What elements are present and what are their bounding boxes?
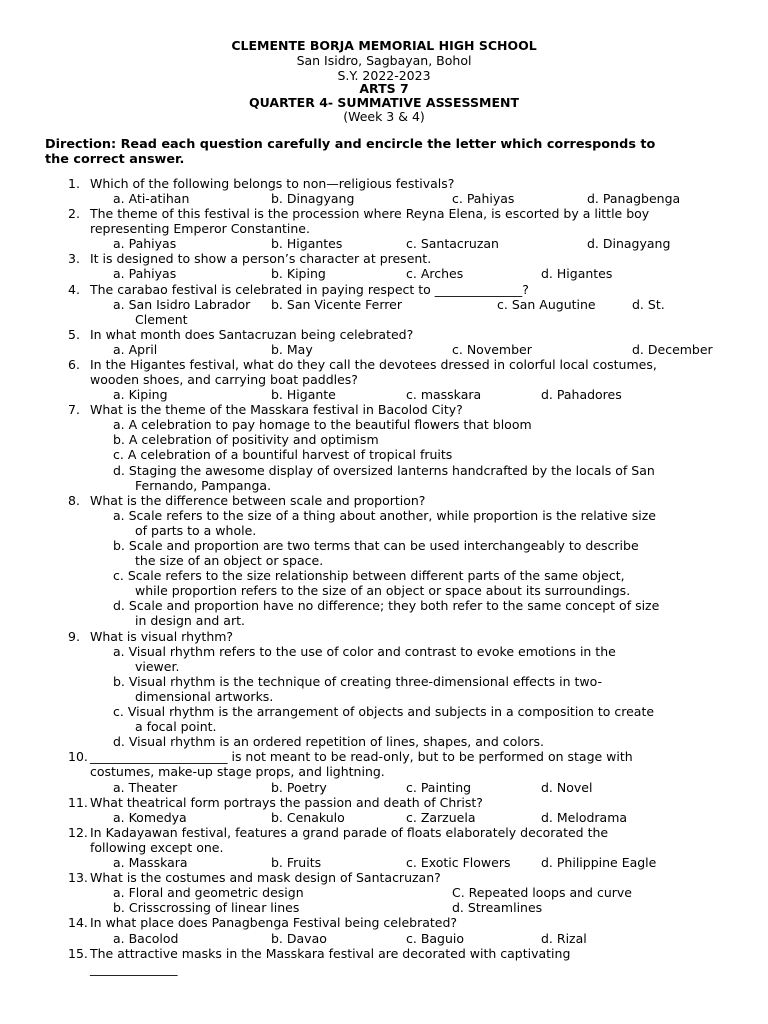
direction-line-1: Direction: Read each question carefully and encircle the letter which corresponds to: [45, 137, 656, 152]
question-11-text: What theatrical form portrays the passion and death of Christ?: [90, 795, 483, 810]
q4-option-d: d. St.: [632, 297, 665, 312]
q9-option-a-continued: viewer.: [135, 659, 180, 674]
question-number: 8.: [68, 493, 80, 508]
q7-option-d-continued: Fernando, Pampanga.: [135, 478, 272, 493]
q7-option-d: d. Staging the awesome display of oversized lanterns handcrafted by the locals of San: [113, 463, 655, 478]
question-4-text: The carabao festival is celebrated in paying respect to ______________?: [90, 282, 529, 297]
q10-option-b: b. Poetry: [271, 780, 327, 795]
q7-option-b: b. A celebration of positivity and optimism: [113, 432, 379, 447]
q2-option-c: c. Santacruzan: [406, 236, 499, 251]
q3-option-d: d. Higantes: [541, 266, 613, 281]
q2-option-a: a. Pahiyas: [113, 236, 177, 251]
q9-option-c: c. Visual rhythm is the arrangement of objects and subjects in a composition to create: [113, 704, 655, 719]
q13-option-b: b. Crisscrossing of linear lines: [113, 900, 300, 915]
question-number: 11.: [68, 795, 88, 810]
question-15-blank: ______________: [90, 961, 178, 976]
q8-option-d: d. Scale and proportion have no difference; they both refer to the same concept of size: [113, 598, 660, 613]
q5-option-c: c. November: [452, 342, 532, 357]
question-8-text: What is the difference between scale and proportion?: [90, 493, 426, 508]
question-number: 13.: [68, 870, 88, 885]
question-number: 10.: [68, 749, 88, 764]
q1-option-d: d. Panagbenga: [587, 191, 681, 206]
question-15-line-1: The attractive masks in the Masskara festival are decorated with captivating: [90, 946, 571, 961]
q7-option-a: a. A celebration to pay homage to the beautiful flowers that bloom: [113, 417, 532, 432]
school-address: San Isidro, Sagbayan, Bohol: [296, 53, 472, 68]
q11-option-b: b. Cenakulo: [271, 810, 345, 825]
q5-option-b: b. May: [271, 342, 313, 357]
q9-option-b-continued: dimensional artworks.: [135, 689, 274, 704]
question-number: 6.: [68, 357, 80, 372]
question-10-line-2: costumes, make-up stage props, and lightning.: [90, 764, 385, 779]
q9-option-a: a. Visual rhythm refers to the use of color and contrast to evoke emotions in the: [113, 644, 616, 659]
subject-title: ARTS 7: [359, 81, 409, 96]
q8-option-b-continued: the size of an object or space.: [135, 553, 324, 568]
q6-option-b: b. Higante: [271, 387, 336, 402]
q8-option-a-continued: of parts to a whole.: [135, 523, 257, 538]
question-number: 12.: [68, 825, 88, 840]
q12-option-b: b. Fruits: [271, 855, 322, 870]
week-label: (Week 3 & 4): [343, 109, 425, 124]
q4-option-a-continued: Clement: [135, 312, 188, 327]
question-number: 3.: [68, 251, 80, 266]
q13-option-c: C. Repeated loops and curve: [452, 885, 632, 900]
q2-option-d: d. Dinagyang: [587, 236, 671, 251]
q14-option-c: c. Baguio: [406, 931, 465, 946]
question-number: 15.: [68, 946, 88, 961]
question-number: 7.: [68, 402, 80, 417]
school-name: CLEMENTE BORJA MEMORIAL HIGH SCHOOL: [231, 38, 537, 53]
question-1-text: Which of the following belongs to non—religious festivals?: [90, 176, 455, 191]
question-9-text: What is visual rhythm?: [90, 629, 234, 644]
q6-option-c: c. masskara: [406, 387, 482, 402]
question-13-text: What is the costumes and mask design of Santacruzan?: [90, 870, 441, 885]
question-7-text: What is the theme of the Masskara festival in Bacolod City?: [90, 402, 463, 417]
q13-option-a: a. Floral and geometric design: [113, 885, 304, 900]
q11-option-c: c. Zarzuela: [406, 810, 476, 825]
q4-option-c: c. San Augutine: [497, 297, 596, 312]
question-number: 4.: [68, 282, 80, 297]
q9-option-b: b. Visual rhythm is the technique of creating three-dimensional effects in two-: [113, 674, 603, 689]
question-number: 2.: [68, 206, 80, 221]
q8-option-b: b. Scale and proportion are two terms that can be used interchangeably to describe: [113, 538, 639, 553]
q7-option-c: c. A celebration of a bountiful harvest of tropical fruits: [113, 447, 453, 462]
q3-option-c: c. Arches: [406, 266, 464, 281]
question-5-text: In what month does Santacruzan being celebrated?: [90, 327, 414, 342]
q6-option-d: d. Pahadores: [541, 387, 622, 402]
question-6-line-1: In the Higantes festival, what do they call the devotees dressed in colorful local costumes,: [90, 357, 657, 372]
q8-option-c-continued: while proportion refers to the size of an object or space about its surroundings.: [135, 583, 631, 598]
q9-option-c-continued: a focal point.: [135, 719, 217, 734]
q5-option-a: a. April: [113, 342, 158, 357]
question-10-line-1: ______________________ is not meant to be read-only, but to be performed on stage with: [90, 749, 633, 764]
question-3-text: It is designed to show a person’s character at present.: [90, 251, 432, 266]
question-number: 5.: [68, 327, 80, 342]
q4-option-a: a. San Isidro Labrador: [113, 297, 251, 312]
q8-option-c: c. Scale refers to the size relationship between different parts of the same object,: [113, 568, 625, 583]
q9-option-d: d. Visual rhythm is an ordered repetition of lines, shapes, and colors.: [113, 734, 544, 749]
question-14-text: In what place does Panagbenga Festival being celebrated?: [90, 915, 458, 930]
question-number: 9.: [68, 629, 80, 644]
q3-option-a: a. Pahiyas: [113, 266, 177, 281]
q12-option-d: d. Philippine Eagle: [541, 855, 657, 870]
q2-option-b: b. Higantes: [271, 236, 343, 251]
q12-option-c: c. Exotic Flowers: [406, 855, 511, 870]
q10-option-c: c. Painting: [406, 780, 472, 795]
q1-option-c: c. Pahiyas: [452, 191, 515, 206]
q12-option-a: a. Masskara: [113, 855, 188, 870]
q13-option-d: d. Streamlines: [452, 900, 543, 915]
q8-option-a: a. Scale refers to the size of a thing about another, while proportion is the relative size: [113, 508, 656, 523]
q10-option-d: d. Novel: [541, 780, 593, 795]
q3-option-b: b. Kiping: [271, 266, 326, 281]
question-12-line-1: In Kadayawan festival, features a grand parade of floats elaborately decorated the: [90, 825, 609, 840]
question-6-line-2: wooden shoes, and carrying boat paddles?: [90, 372, 358, 387]
q11-option-d: d. Melodrama: [541, 810, 628, 825]
q6-option-a: a. Kiping: [113, 387, 168, 402]
q1-option-a: a. Ati-atihan: [113, 191, 190, 206]
question-number: 1.: [68, 176, 80, 191]
question-2-line-2: representing Emperor Constantine.: [90, 221, 310, 236]
q8-option-d-continued: in design and art.: [135, 613, 245, 628]
q10-option-a: a. Theater: [113, 780, 178, 795]
q14-option-d: d. Rizal: [541, 931, 587, 946]
q1-option-b: b. Dinagyang: [271, 191, 355, 206]
q11-option-a: a. Komedya: [113, 810, 187, 825]
quarter-title: QUARTER 4- SUMMATIVE ASSESSMENT: [249, 95, 519, 110]
question-12-line-2: following except one.: [90, 840, 224, 855]
school-year: S.Y. 2022-2023: [337, 68, 431, 83]
q4-option-b: b. San Vicente Ferrer: [271, 297, 402, 312]
q14-option-a: a. Bacolod: [113, 931, 179, 946]
question-number: 14.: [68, 915, 88, 930]
direction-line-2: the correct answer.: [45, 152, 185, 167]
q5-option-d: d. December: [632, 342, 713, 357]
q14-option-b: b. Davao: [271, 931, 327, 946]
question-2-line-1: The theme of this festival is the procession where Reyna Elena, is escorted by a little boy: [90, 206, 650, 221]
